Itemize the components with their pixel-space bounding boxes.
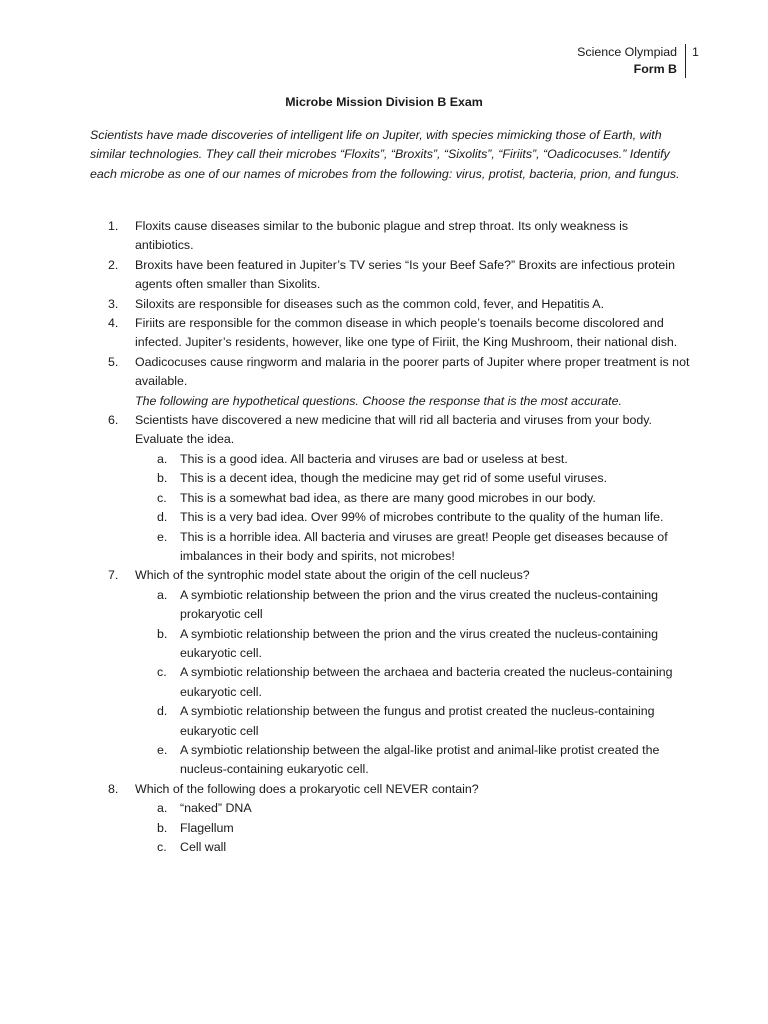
page-number: 1 (692, 45, 699, 59)
option-letter: d. (157, 510, 168, 525)
header-form: Form B (633, 62, 677, 76)
question-number: 1. (108, 219, 119, 233)
question-1 (90, 217, 690, 256)
answer-option (90, 508, 690, 527)
option-text: A symbiotic relationship between the archaea and bacteria created the nucleus-containing eukaryotic cell. (180, 665, 673, 699)
question-list (90, 217, 690, 857)
answer-option (90, 819, 690, 838)
option-text: Flagellum (180, 820, 234, 835)
option-text: This is a horrible idea. All bacteria and viruses are great! People get diseases because of imbalances in their body and spirits, not microbes! (180, 529, 668, 563)
option-text: This is a good idea. All bacteria and viruses are bad or useless at best. (180, 451, 568, 466)
answer-option (90, 586, 690, 625)
question-number: 5. (108, 354, 119, 369)
question-number: 7. (108, 568, 119, 583)
answer-option (90, 450, 690, 469)
question-number: 8. (108, 781, 119, 796)
option-letter: c. (157, 490, 167, 505)
option-letter: a. (157, 587, 168, 602)
question-text: Firiits are responsible for the common disease in which people’s toenails become discolored and infected. Jupiter’s residents, however, like one type of Firiit, the King Mushroom, their national dish. (135, 316, 678, 350)
option-text: A symbiotic relationship between the prion and the virus created the nucleus-containing prokaryotic cell (180, 587, 659, 622)
header-competition: Science Olympiad (577, 45, 677, 59)
section-note: The following are hypothetical questions. Choose the response that is the most accurate. (135, 393, 622, 408)
answer-option (90, 489, 690, 508)
question-6 (90, 411, 690, 450)
option-text: A symbiotic relationship between the algal-like protist and animal-like protist created the nucleus-containing eukaryotic cell. (180, 742, 660, 777)
question-5 (90, 353, 690, 392)
question-4 (90, 314, 690, 353)
question-text: Broxits have been featured in Jupiter’s TV series “Is your Beef Safe?” Broxits are infectious protein agents often smaller than Sixolits. (135, 257, 675, 292)
option-letter: d. (157, 704, 168, 719)
question-6-options (90, 450, 690, 566)
exam-title: Microbe Mission Division B Exam (285, 95, 483, 109)
question-text: Which of the following does a prokaryotic cell NEVER contain? (135, 781, 479, 796)
question-7-options (90, 586, 690, 780)
option-letter: e. (157, 742, 168, 757)
answer-option (90, 663, 690, 702)
option-text: A symbiotic relationship between the prion and the virus created the nucleus-containing eukaryotic cell. (180, 626, 659, 660)
question-7 (90, 566, 690, 585)
question-text: Floxits cause diseases similar to the bubonic plague and strep throat. Its only weakness is antibiotics. (135, 219, 629, 253)
option-text: “naked” DNA (180, 801, 252, 816)
answer-option (90, 838, 690, 857)
option-letter: b. (157, 471, 168, 486)
question-text: Which of the syntrophic model state about the origin of the cell nucleus? (135, 568, 530, 583)
option-text: A symbiotic relationship between the fungus and protist created the nucleus-containing eukaryotic cell (180, 704, 655, 738)
question-number: 3. (108, 296, 119, 311)
page-header (577, 44, 686, 78)
option-letter: a. (157, 451, 168, 466)
question-text: Siloxits are responsible for diseases such as the common cold, fever, and Hepatitis A. (135, 296, 605, 311)
option-letter: e. (157, 529, 168, 544)
intro-paragraph: Scientists have made discoveries of intelligent life on Jupiter, with species mimicking those of Earth, with similar technologies. They call their microbes “Floxits”, “Broxits”, “Sixolits”, “Firiits”, “Oadicocuses.” Identify each microbe as one of our names of microbes from the following: virus, protist, bacteria, prion, and fungus. (90, 128, 680, 181)
question-text: Scientists have discovered a new medicine that will rid all bacteria and viruses from your body. Evaluate the idea. (135, 413, 652, 447)
question-number: 2. (108, 257, 119, 272)
option-letter: a. (157, 801, 168, 816)
answer-option (90, 799, 690, 818)
question-text: Oadicocuses cause ringworm and malaria in the poorer parts of Jupiter where proper treatment is not available. (135, 354, 690, 389)
answer-option (90, 469, 690, 488)
option-text: This is a very bad idea. Over 99% of microbes contribute to the quality of the human life. (180, 510, 664, 525)
question-number: 6. (108, 413, 119, 428)
option-letter: c. (157, 840, 167, 854)
option-letter: b. (157, 626, 168, 641)
question-3 (90, 295, 690, 314)
question-number: 4. (108, 316, 119, 331)
answer-option (90, 741, 690, 780)
option-text: This is a somewhat bad idea, as there are many good microbes in our body. (180, 490, 596, 505)
option-text: Cell wall (180, 840, 227, 854)
option-letter: b. (157, 820, 168, 835)
answer-option (90, 625, 690, 664)
option-text: This is a decent idea, though the medicine may get rid of some useful viruses. (180, 471, 608, 486)
answer-option (90, 528, 690, 567)
question-8-options (90, 799, 690, 857)
option-letter: c. (157, 665, 167, 680)
question-8 (90, 780, 690, 799)
answer-option (90, 702, 690, 741)
question-2 (90, 256, 690, 295)
